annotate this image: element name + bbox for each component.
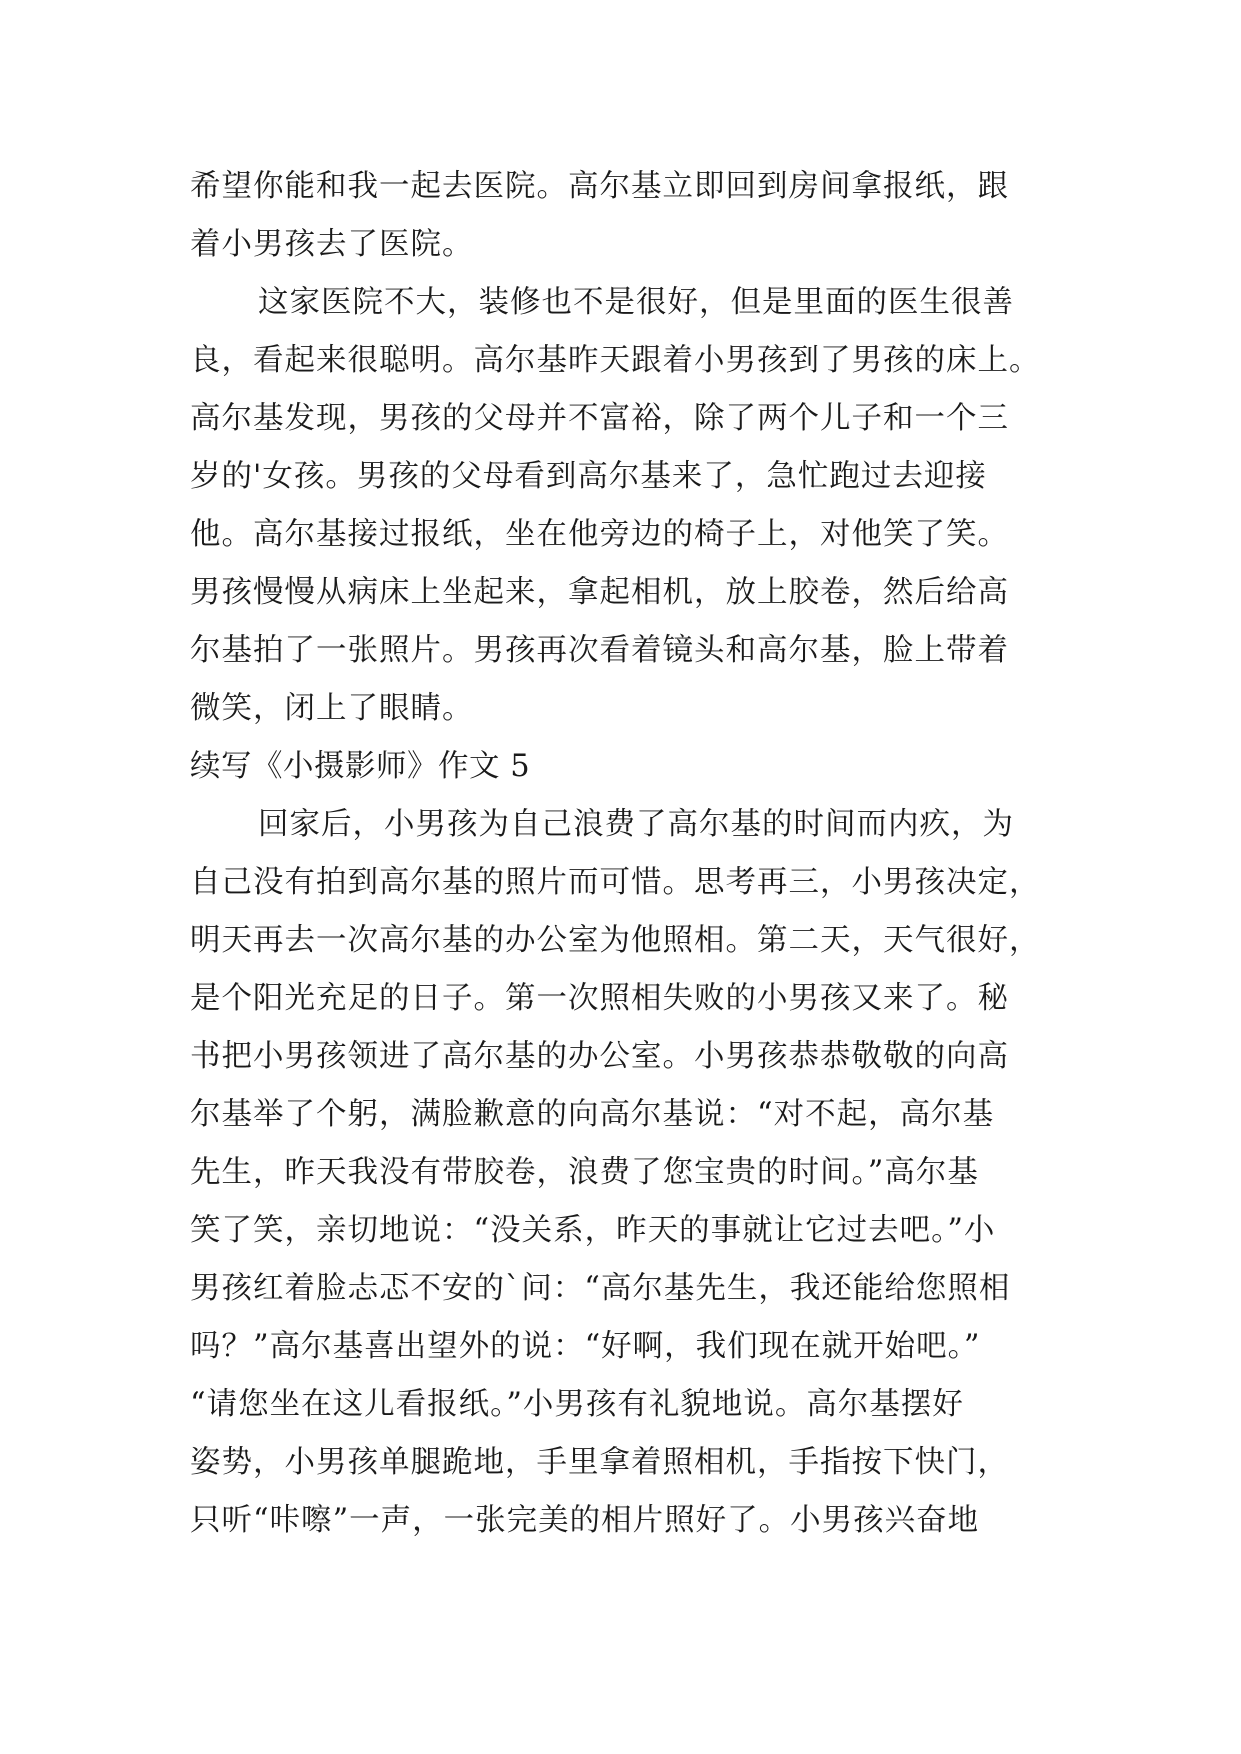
- text-line: 尔基拍了一张照片。男孩再次看着镜头和高尔基，脸上带着: [190, 633, 1009, 668]
- text-line: 明天再去一次高尔基的办公室为他照相。第二天，天气很好，: [190, 923, 1041, 958]
- paragraph-essay-5: [190, 796, 1060, 1550]
- text-line: 吗？”高尔基喜出望外的说：“好啊，我们现在就开始吧。”: [190, 1329, 981, 1364]
- text-line: 岁的'女孩。男孩的父母看到高尔基来了，急忙跑过去迎接: [190, 459, 987, 494]
- text-line: 回家后，小男孩为自己浪费了高尔基的时间而内疚，为: [258, 807, 1014, 842]
- text-line: 高尔基发现，男孩的父母并不富裕，除了两个儿子和一个三: [190, 401, 1009, 436]
- text-line: 他。高尔基接过报纸，坐在他旁边的椅子上，对他笑了笑。: [190, 517, 1009, 552]
- text-line: 着小男孩去了医院。: [190, 227, 474, 262]
- text-line: 尔基举了个躬，满脸歉意的向高尔基说：“对不起，高尔基: [190, 1097, 995, 1132]
- text-line: 先生，昨天我没有带胶卷，浪费了您宝贵的时间。”高尔基: [190, 1155, 979, 1190]
- paragraph-hospital: [190, 274, 1060, 738]
- document-body: [190, 158, 1060, 1550]
- text-line: 希望你能和我一起去医院。高尔基立即回到房间拿报纸，跟: [190, 169, 1009, 204]
- text-line: 男孩红着脸忐忑不安的`问：“高尔基先生，我还能给您照相: [190, 1271, 1011, 1306]
- text-line: 男孩慢慢从病床上坐起来，拿起相机，放上胶卷，然后给高: [190, 575, 1009, 610]
- text-line: 只听“咔嚓”一声，一张完美的相片照好了。小男孩兴奋地: [190, 1503, 980, 1538]
- text-line: 书把小男孩领进了高尔基的办公室。小男孩恭恭敬敬的向高: [190, 1039, 1009, 1074]
- text-line: 这家医院不大，装修也不是很好，但是里面的医生很善: [258, 285, 1014, 320]
- text-line: 笑了笑，亲切地说：“没关系，昨天的事就让它过去吧。”小: [190, 1213, 996, 1248]
- paragraph-continuation: [190, 158, 1060, 274]
- text-line: 姿势，小男孩单腿跪地，手里拿着照相机，手指按下快门，: [190, 1445, 1009, 1480]
- text-line: “请您坐在这儿看报纸。”小男孩有礼貌地说。高尔基摆好: [190, 1387, 964, 1422]
- text-line: 良，看起来很聪明。高尔基昨天跟着小男孩到了男孩的床上。: [190, 343, 1041, 378]
- text-line: 是个阳光充足的日子。第一次照相失败的小男孩又来了。秘: [190, 981, 1009, 1016]
- section-heading: 续写《小摄影师》作文 5: [190, 749, 531, 784]
- text-line: 微笑，闭上了眼睛。: [190, 691, 474, 726]
- text-line: 自己没有拍到高尔基的照片而可惜。思考再三，小男孩决定，: [190, 865, 1041, 900]
